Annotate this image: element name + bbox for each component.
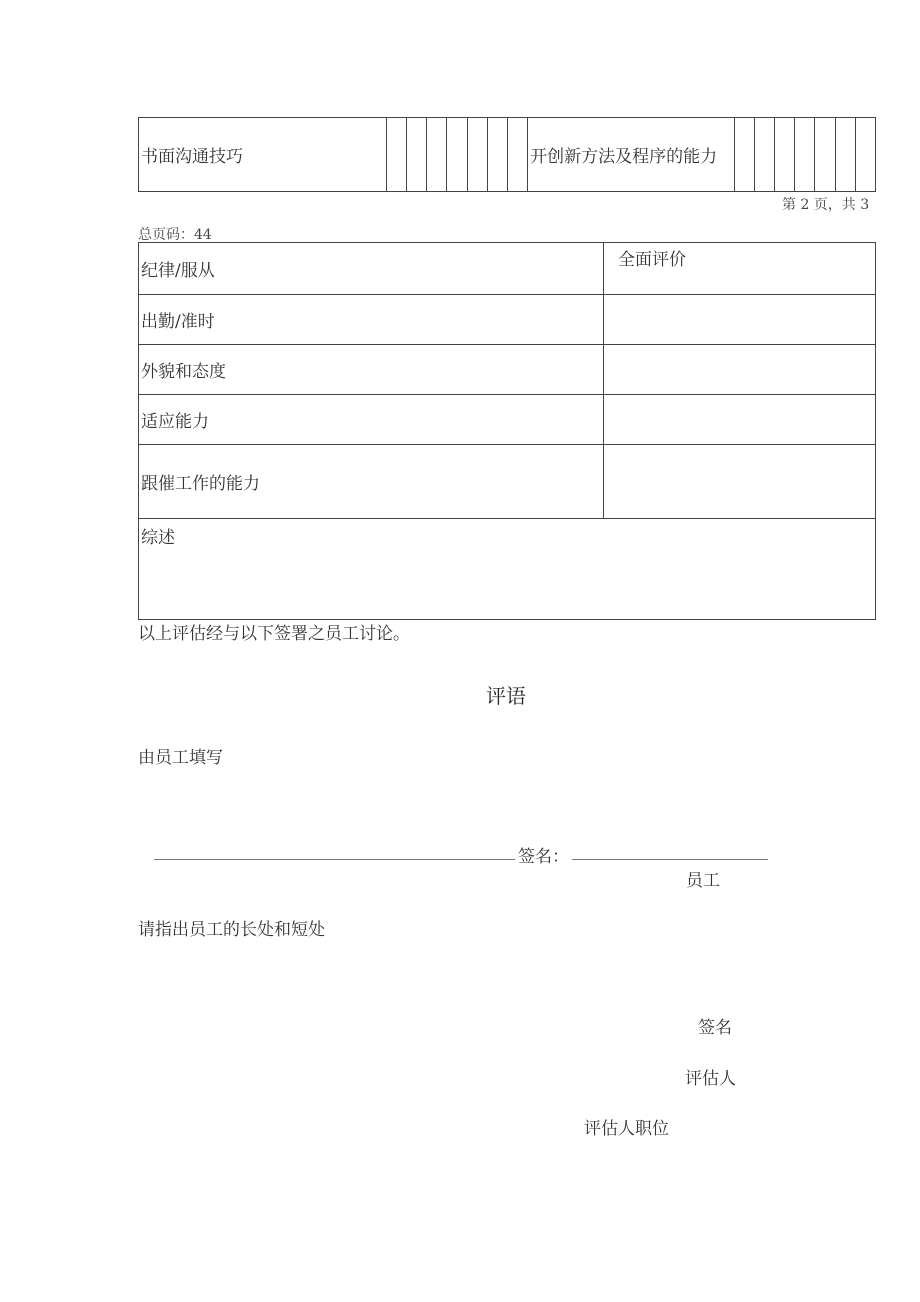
employee-role-label: 员工	[686, 871, 720, 891]
comments-title: 评语	[486, 684, 526, 708]
summary-table	[138, 242, 876, 620]
rating-box[interactable]	[467, 118, 487, 192]
employee-comment-line[interactable]	[154, 859, 515, 860]
evaluator-signature-label: 签名	[698, 1018, 732, 1038]
table-row	[139, 519, 876, 620]
discussion-note: 以上评估经与以下签署之员工讨论。	[138, 624, 410, 644]
rating-box[interactable]	[754, 118, 774, 192]
table-row	[139, 345, 876, 395]
attendance-label: 出勤/准时	[139, 295, 604, 345]
follow-up-label: 跟催工作的能力	[139, 445, 604, 519]
rating-box[interactable]	[795, 118, 815, 192]
summary-label[interactable]: 综述	[139, 519, 876, 620]
table-row	[139, 295, 876, 345]
follow-up-rating-cell[interactable]	[604, 445, 876, 519]
rating-box[interactable]	[447, 118, 467, 192]
attendance-rating-cell[interactable]	[604, 295, 876, 345]
rating-box[interactable]	[407, 118, 427, 192]
rating-box[interactable]	[815, 118, 835, 192]
overall-evaluation-label: 全面评价	[604, 243, 876, 295]
strengths-weaknesses-prompt: 请指出员工的长处和短处	[138, 920, 325, 940]
adaptability-label: 适应能力	[139, 395, 604, 445]
table-row	[139, 445, 876, 519]
rating-box[interactable]	[487, 118, 507, 192]
rating-box[interactable]	[734, 118, 754, 192]
adaptability-rating-cell[interactable]	[604, 395, 876, 445]
innovation-ability-label: 开创新方法及程序的能力	[528, 118, 735, 192]
written-communication-label: 书面沟通技巧	[139, 118, 387, 192]
rating-box[interactable]	[855, 118, 875, 192]
table-row	[139, 395, 876, 445]
rating-box[interactable]	[427, 118, 447, 192]
rating-box[interactable]	[387, 118, 407, 192]
rating-box[interactable]	[835, 118, 855, 192]
employee-fill-note: 由员工填写	[138, 748, 223, 768]
employee-signature-label: 签名：	[518, 847, 569, 867]
page-indicator: 第 2 页，共 3	[782, 197, 870, 213]
skills-rating-table	[138, 117, 876, 192]
appearance-label: 外貌和态度	[139, 345, 604, 395]
rating-box[interactable]	[775, 118, 795, 192]
rating-box[interactable]	[507, 118, 527, 192]
total-pages: 总页码：44	[138, 227, 212, 243]
evaluator-position-label: 评估人职位	[584, 1119, 669, 1139]
skills-row	[139, 118, 876, 192]
discipline-label: 纪律/服从	[139, 243, 604, 295]
appearance-rating-cell[interactable]	[604, 345, 876, 395]
employee-signature-line[interactable]	[572, 859, 768, 860]
evaluator-role-label: 评估人	[685, 1069, 736, 1089]
table-row	[139, 243, 876, 295]
